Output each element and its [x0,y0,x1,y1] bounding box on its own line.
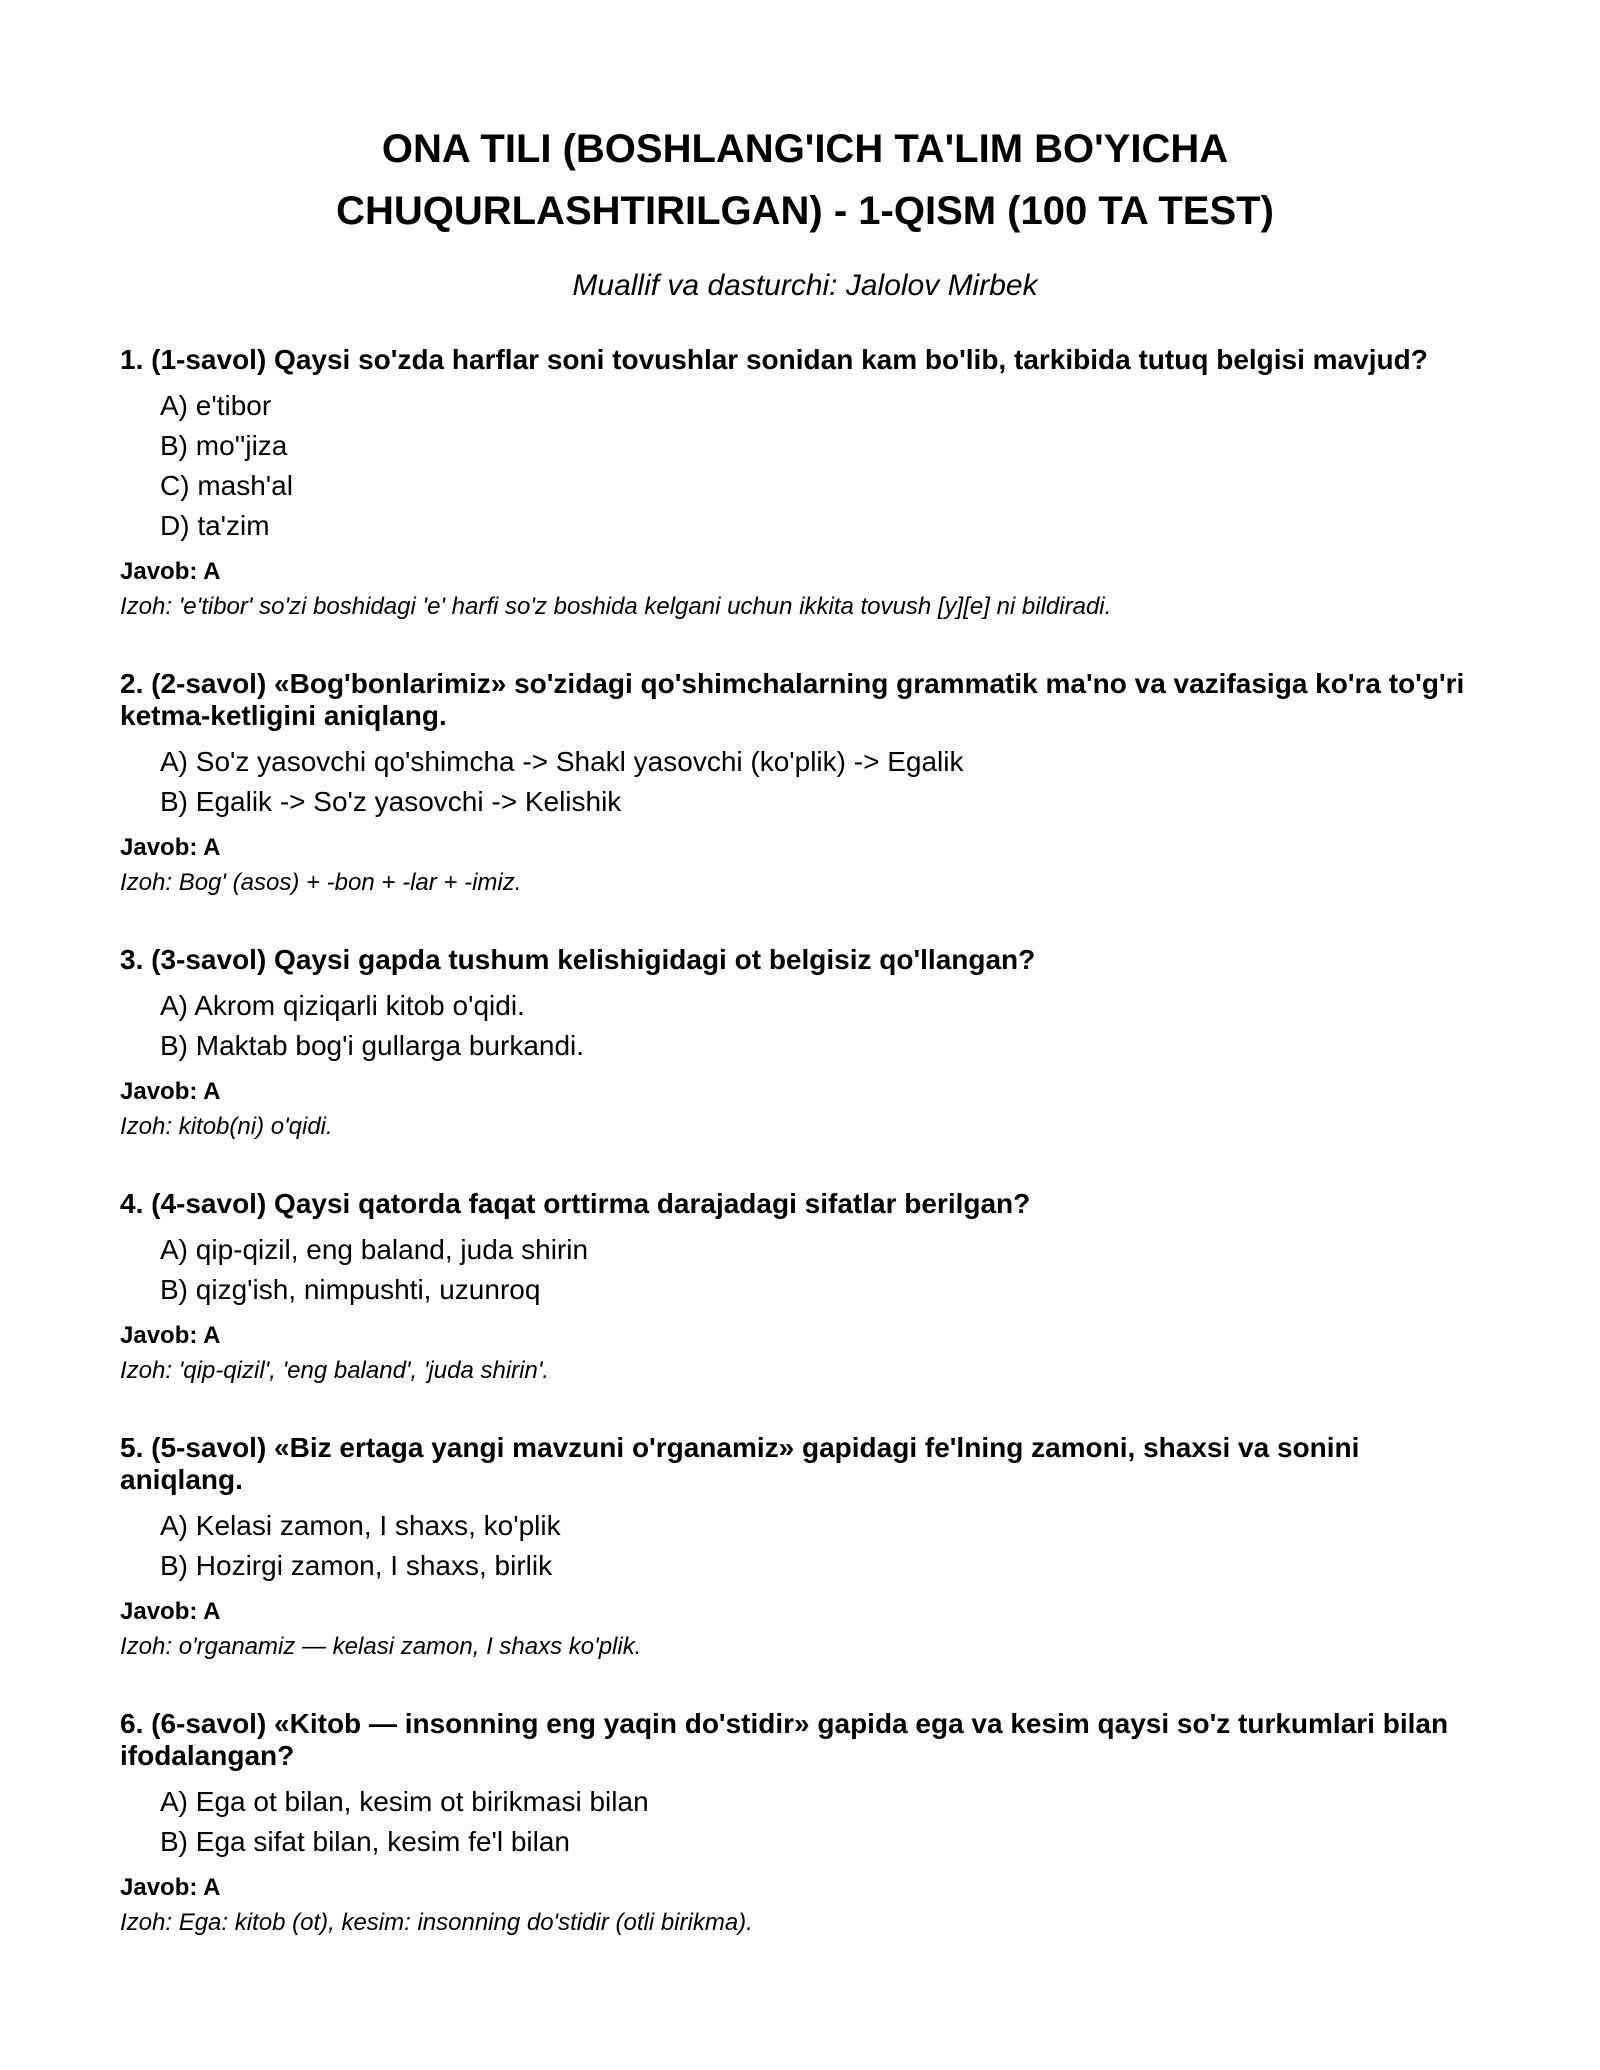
answer-key: Javob: A [120,1874,221,1901]
page-title [120,118,1490,242]
question-text: 5. (5-savol) «Biz ertaga yangi mavzuni o'rganamiz» gapidagi fe'lning zamoni, shaxsi va sonini aniqlang. [120,1432,1360,1495]
option-list [120,1230,1490,1310]
answer-key: Javob: A [120,834,221,861]
answer-option: A) So'z yasovchi qo'shimcha -> Shakl yasovchi (ko'plik) -> Egalik [160,746,964,777]
explanation-note: Izoh: kitob(ni) o'qidi. [120,1113,333,1140]
question-block [120,1708,1490,1942]
answer-option: A) qip-qizil, eng baland, juda shirin [160,1234,589,1265]
answer-option: A) Ega ot bilan, kesim ot birikmasi bilan [160,1786,649,1817]
answer-option: B) Egalik -> So'z yasovchi -> Kelishik [160,786,622,817]
question-list [120,344,1490,1942]
title-line-2: CHUQURLASHTIRILGAN) - 1-QISM (100 TA TEST) [336,189,1274,233]
answer-option: B) mo''jiza [160,430,288,461]
answer-option: B) Hozirgi zamon, I shaxs, birlik [160,1550,553,1581]
answer-option: B) qizg'ish, nimpushti, uzunroq [160,1274,541,1305]
question-text: 6. (6-savol) «Kitob — insonning eng yaqin do'stidir» gapida ega va kesim qaysi so'z turkumlari bilan ifodalangan? [120,1708,1449,1771]
explanation-note: Izoh: Ega: kitob (ot), kesim: insonning do'stidir (otli birikma). [120,1909,753,1936]
option-list [120,1782,1490,1862]
answer-option: D) ta'zim [160,510,270,541]
question-block [120,1188,1490,1390]
answer-key: Javob: A [120,1078,221,1105]
answer-key: Javob: A [120,1322,221,1349]
answer-key: Javob: A [120,558,221,585]
question-block [120,344,1490,626]
explanation-note: Izoh: Bog' (asos) + -bon + -lar + -imiz. [120,869,522,896]
question-block [120,1432,1490,1666]
option-list [120,742,1490,822]
question-text: 1. (1-savol) Qaysi so'zda harflar soni tovushlar sonidan kam bo'lib, tarkibida tutuq belgisi mavjud? [120,344,1428,375]
option-list [120,986,1490,1066]
answer-option: A) e'tibor [160,390,272,421]
title-line-1: ONA TILI (BOSHLANG'ICH TA'LIM BO'YICHA [381,127,1229,171]
question-block [120,668,1490,902]
question-text: 4. (4-savol) Qaysi qatorda faqat orttirma darajadagi sifatlar berilgan? [120,1188,1031,1219]
question-text: 3. (3-savol) Qaysi gapda tushum kelishigidagi ot belgisiz qo'llangan? [120,944,1036,975]
answer-option: B) Ega sifat bilan, kesim fe'l bilan [160,1826,570,1857]
answer-key: Javob: A [120,1598,221,1625]
answer-option: A) Kelasi zamon, I shaxs, ko'plik [160,1510,561,1541]
answer-option: A) Akrom qiziqarli kitob o'qidi. [160,990,525,1021]
author-line: Muallif va dasturchi: Jalolov Mirbek [572,269,1038,302]
option-list [120,386,1490,546]
answer-option: B) Maktab bog'i gullarga burkandi. [160,1030,585,1061]
explanation-note: Izoh: 'qip-qizil', 'eng baland', 'juda shirin'. [120,1357,550,1384]
option-list [120,1506,1490,1586]
question-text: 2. (2-savol) «Bog'bonlarimiz» so'zidagi qo'shimchalarning grammatik ma'no va vazifasiga ko'ra to'g'ri ketma-ketligini aniqlang. [120,668,1465,731]
answer-option: C) mash'al [160,470,293,501]
explanation-note: Izoh: 'e'tibor' so'zi boshidagi 'e' harfi so'z boshida kelgani uchun ikkita tovush [y][e] ni bildiradi. [120,593,1112,620]
explanation-note: Izoh: o'rganamiz — kelasi zamon, I shaxs ko'plik. [120,1633,642,1660]
question-block [120,944,1490,1146]
